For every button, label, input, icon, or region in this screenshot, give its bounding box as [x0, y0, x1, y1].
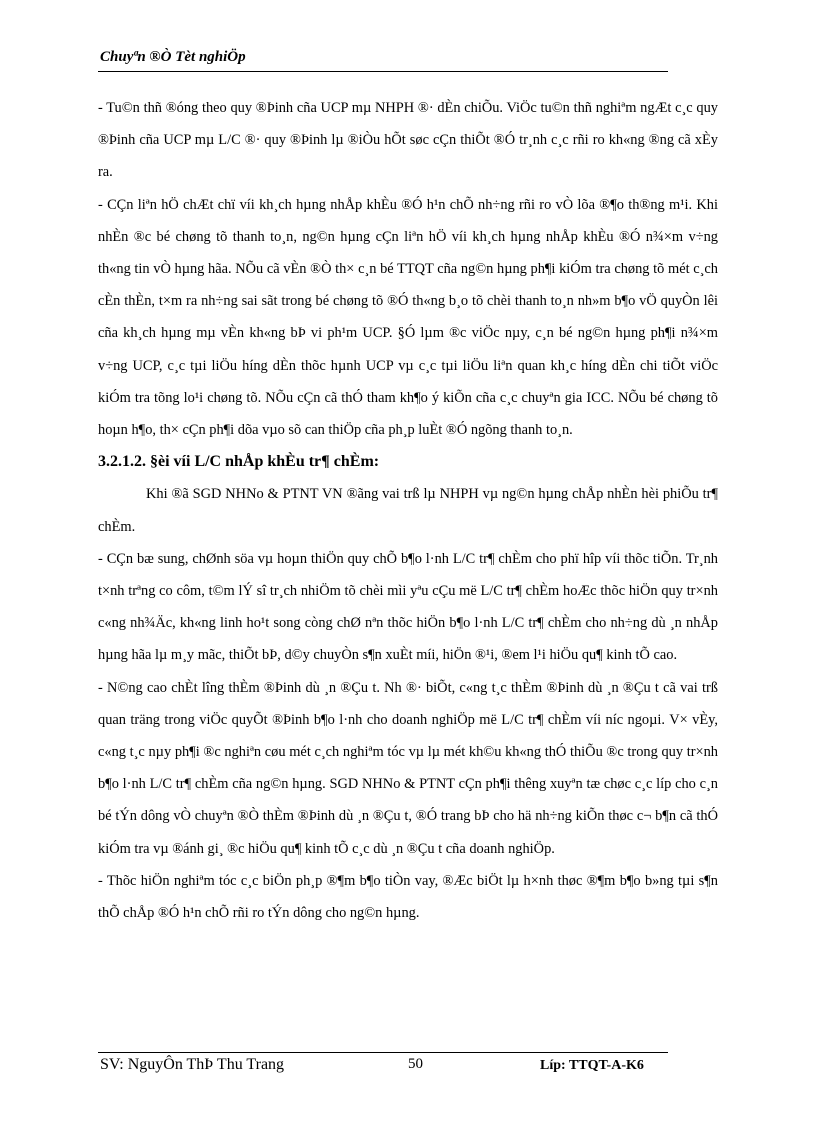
document-body: [98, 92, 718, 929]
page-number: 50: [408, 1056, 423, 1072]
paragraph-compliance-ucp: - Tu©n thñ ®óng theo quy ®Þinh cña UCP mµ NHPH ®· dÈn chiÕu. ViÖc tu©n thñ nghiªm ngÆt c¸c quy ®Þinh cña UCP mµ L/C ®· quy ®Þinh lµ ®iÒu hÕt søc cÇn thiÕt ®Ó tr¸nh c¸c rñi ro kh«ng ®ng cã xÈy ra.: [98, 100, 718, 181]
paragraph-deferred-payment-intro: Khi ®ã SGD NHNo & PTNT VN ®ãng vai trß lµ NHPH vµ ng©n hµng chÅp nhÈn hèi phiÕu tr¶ chÈm.: [98, 486, 718, 535]
document-header-title: Chuyªn ®Ò Tèt nghiÖp: [100, 49, 246, 65]
footer-student-name: SV: NguyÔn ThÞ Thu Trang: [100, 1056, 285, 1073]
paragraph-regulation-update: - CÇn bæ sung, chØnh söa vµ hoµn thiÖn quy chÕ b¶o l·nh L/C tr¶ chÈm cho phï hîp víi thõc tiÕn. Tr¸nh t×nh trªng co côm, t©m lÝ sî tr¸ch nhiÖm tõ chèi mìi yªu cÇu më L/C tr¶ chÈm hoÆc thõc hiÖn quy tr×nh c«ng nh¾Äc, kh«ng linh ho¹t song còng chØ nªn thõc hiÖn b¶o l·nh L/C tr¶ chÈm cho nh÷ng dù ¸n nhÅp hµng hãa lµ m¸y mãc, thiÕt bÞ, d©y chuyÒn s¶n xuÈt míi, hiÖn ®¹i, ®em l¹i hiÖu qu¶ kinh tÕ cao.: [98, 550, 718, 664]
section-heading: 3.2.1.2. §èi víi L/C nhÅp khÈu tr¶ chÈm:: [98, 453, 380, 471]
paragraph-collateral: - Thõc hiÖn nghiªm tóc c¸c biÖn ph¸p ®¶m b¶o tiÒn vay, ®Æc biÖt lµ h×nh thøc ®¶m b¶o b»ng tµi s¶n thÕ chÅp ®Ó h¹n chÕ rñi ro tÝn dông cho ng©n hµng.: [98, 872, 718, 922]
paragraph-customer-contact: - CÇn liªn hÖ chÆt chï víi kh¸ch hµng nhÅp khÈu ®Ó h¹n chÕ nh÷ng rñi ro vÒ lõa ®¶o th®ng m¹i. Khi nhÈn ®c bé chøng tõ thanh to¸n, ng©n hµng cÇn liªn hÖ víi kh¸ch hµng nhÅp khÈu ®Ó n¾×m v÷ng th«ng tin vÒ hµng hãa. NÕu cã vÈn ®Ò th× c¸n bé TTQT cña ng©n hµng ph¶i kiÓm tra chøng tõ mét c¸ch cÈn thÈn, t×m ra nh÷ng sai sãt trong bé chøng tõ ®Ó th«ng b¸o tõ chèi thanh to¸n nh»m b¶o vÖ quyÒn lêi cña kh¸ch hµng mµ vÈn kh«ng bÞ vi ph¹m UCP. §Ó lµm ®c viÖc nµy, c¸n bé ng©n hµng ph¶i n¾×m v÷ng UCP, c¸c tµi liÖu híng dÈn thõc hµnh UCP vµ c¸c tµi liÖu liªn quan kh¸c híng dÈn chi tiÕt viÖc kiÓm tra tõng lo¹i chøng tõ. NÕu cÇn cã thÓ tham kh¶o ý kiÕn cña c¸c chuyªn gia ICC. NÕu bé chøng tõ hoµn h¶o, th× cÇn ph¶i dõa vµo sõ can thiÖp cña ph¸p luÈt ®Ó ngõng thanh to¸n.: [98, 196, 718, 439]
header-divider: [98, 71, 668, 72]
paragraph-project-appraisal: - N©ng cao chÈt lîng thÈm ®Þinh dù ¸n ®Çu t. Nh ®· biÕt, c«ng t¸c thÈm ®Þinh dù ¸n ®Çu t cã vai trß quan träng trong viÖc quyÕt ®Þinh b¶o l·nh cho doanh nghiÖp më L/C tr¶ chÈm víi níc ngoµi. V× vÈy, c«ng t¸c nµy ph¶i ®c nghiªn cøu mét c¸ch nghiªm tóc vµ lµ mét kh©u kh«ng thÓ thiÕu ®c trong quy tr×nh b¶o l·nh L/C tr¶ chÈm cña ng©n hµng. SGD NHNo & PTNT cÇn ph¶i thêng xuyªn tæ chøc c¸c líp cho c¸n bé tÝn dông vÒ chuyªn ®Ò thÈm ®Þinh dù ¸n ®Çu t, ®Ó trang bÞ cho hä nh÷ng kiÕn thøc c¬ b¶n cã thÓ kiÓm tra vµ ®ánh gi¸ ®c hiÖu qu¶ kinh tÕ c¸c dù ¸n ®Çu t cña doanh nghiÖp.: [98, 679, 718, 857]
footer-divider: [98, 1052, 668, 1053]
footer-class-label: Líp: TTQT-A-K6: [540, 1058, 644, 1073]
